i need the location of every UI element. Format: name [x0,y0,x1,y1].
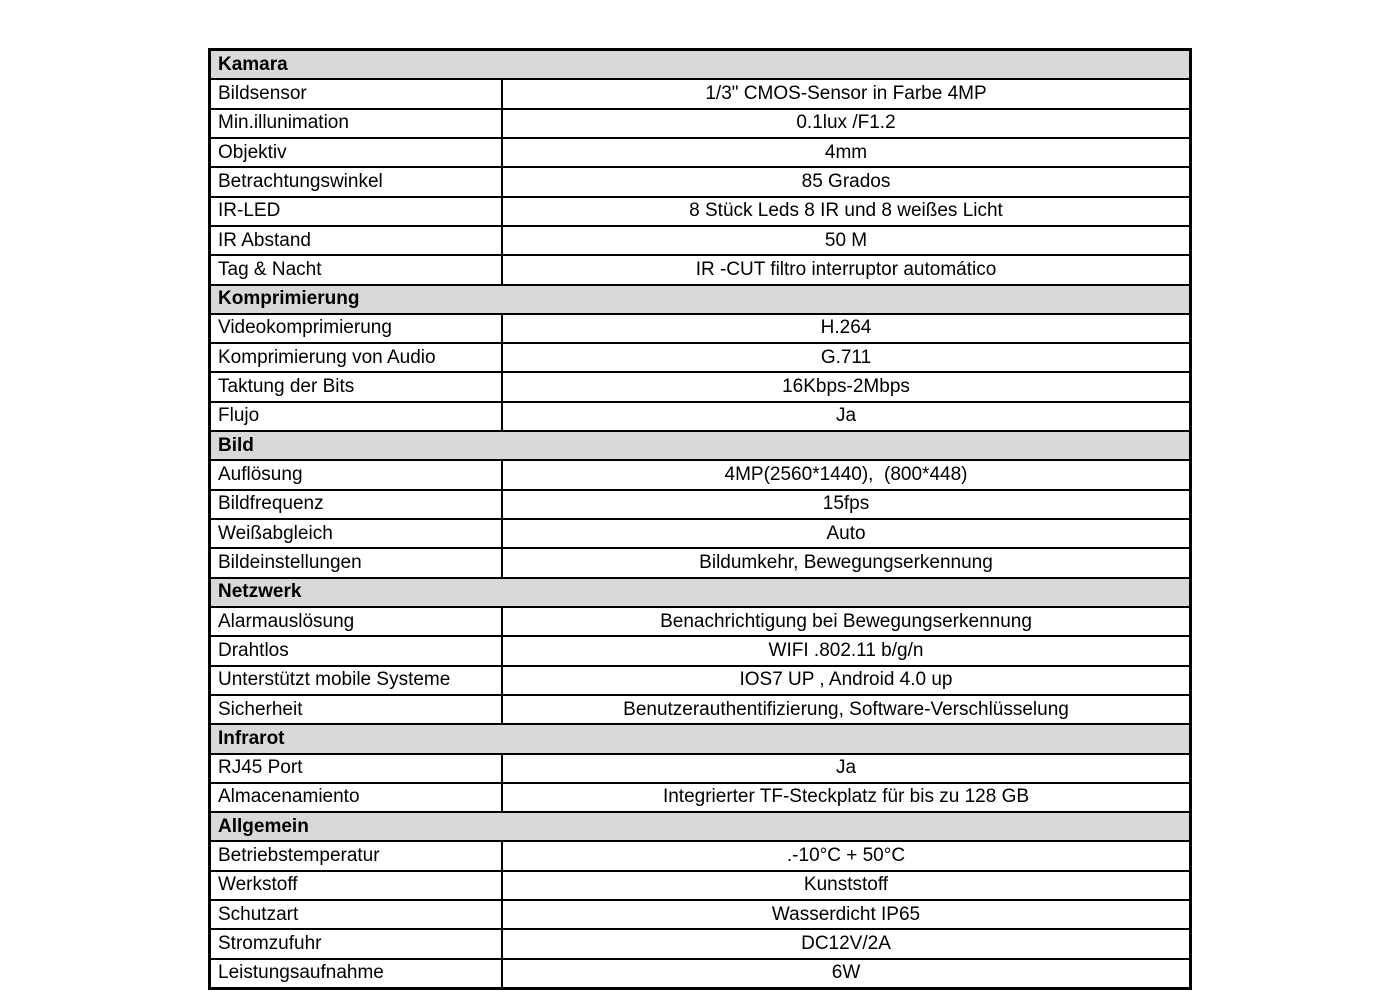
spec-value: DC12V/2A [501,930,1189,957]
row-sicherheit [211,696,1189,725]
spec-label: Betriebstemperatur [218,845,380,867]
row-bildeinstellungen [211,549,1189,578]
spec-label: Unterstützt mobile Systeme [218,669,451,691]
section-header-infrarot [211,725,1189,754]
row-ir-led [211,198,1189,227]
spec-label: Taktung der Bits [218,376,355,398]
spec-label: Stromzufuhr [218,933,322,955]
section-title: Netzwerk [218,581,302,603]
section-title: Infrarot [218,727,285,749]
spec-label: Werkstoff [218,874,298,896]
section-title: Allgemein [218,815,309,837]
spec-value: 50 M [501,227,1189,254]
row-werkstoff [211,872,1189,901]
row-ir-abstand [211,227,1189,256]
section-title: Bild [218,434,254,456]
spec-value: 8 Stück Leds 8 IR und 8 weißes Licht [501,198,1189,225]
spec-label: Videokomprimierung [218,317,392,339]
spec-value: 1/3" CMOS-Sensor in Farbe 4MP [501,80,1189,107]
section-header-kamara [211,51,1189,80]
spec-label: Objektiv [218,141,287,163]
spec-value: 15fps [501,491,1189,518]
spec-value: Kunststoff [501,872,1189,899]
spec-label: IR Abstand [218,229,311,251]
row-betrachtungswinkel [211,168,1189,197]
spec-label: Bildfrequenz [218,493,324,515]
row-leistungsaufnahme [211,960,1189,987]
spec-label: Weißabgleich [218,522,333,544]
spec-value: WIFI .802.11 b/g/n [501,637,1189,664]
spec-value: 4mm [501,139,1189,166]
spec-value: Auto [501,520,1189,547]
section-header-bild [211,432,1189,461]
section-header-netzwerk [211,579,1189,608]
spec-value: IOS7 UP , Android 4.0 up [501,667,1189,694]
spec-label: IR-LED [218,200,281,222]
spec-value: Ja [501,403,1189,430]
row-aufloesung [211,461,1189,490]
row-videokomprimierung [211,315,1189,344]
row-komprimierung-von-audio [211,344,1189,373]
spec-label: Leistungsaufnahme [218,962,384,984]
section-title: Kamara [218,53,288,75]
spec-value: Integrierter TF-Steckplatz für bis zu 128 GB [501,784,1189,811]
spec-value: 0.1lux /F1.2 [501,110,1189,137]
spec-label: Drahtlos [218,639,289,661]
row-schutzart [211,901,1189,930]
spec-label: Min.illunimation [218,112,349,134]
spec-label: Almacenamiento [218,786,360,808]
spec-label: Betrachtungswinkel [218,170,383,192]
spec-label: Sicherheit [218,698,303,720]
camera-spec-table [208,48,1192,990]
section-title: Komprimierung [218,288,360,310]
row-betriebstemperatur [211,842,1189,871]
spec-label: Schutzart [218,903,299,925]
spec-value: G.711 [501,344,1189,371]
spec-label: Auflösung [218,464,303,486]
spec-value: 85 Grados [501,168,1189,195]
spec-label: Flujo [218,405,260,427]
spec-value: Wasserdicht IP65 [501,901,1189,928]
spec-value: .-10°C + 50°C [501,842,1189,869]
row-stromzufuhr [211,930,1189,959]
row-drahtlos [211,637,1189,666]
spec-value: 16Kbps-2Mbps [501,373,1189,400]
row-min-illunimation [211,110,1189,139]
spec-label: Komprimierung von Audio [218,346,436,368]
spec-value: Benachrichtigung bei Bewegungserkennung [501,608,1189,635]
spec-value: 6W [501,960,1189,987]
spec-value: Bildumkehr, Bewegungserkennung [501,549,1189,576]
spec-label: Bildsensor [218,82,307,104]
row-alarmausloesung [211,608,1189,637]
spec-label: Tag & Nacht [218,258,322,280]
spec-value: IR -CUT filtro interruptor automático [501,256,1189,283]
spec-label: Alarmauslösung [218,610,355,632]
row-almacenamiento [211,784,1189,813]
spec-value: Ja [501,755,1189,782]
spec-label: Bildeinstellungen [218,551,362,573]
row-tag-nacht [211,256,1189,285]
row-bildsensor [211,80,1189,109]
row-unterstuetzt-mobile-systeme [211,667,1189,696]
row-rj45-port [211,755,1189,784]
spec-label: RJ45 Port [218,757,303,779]
section-header-allgemein [211,813,1189,842]
row-bildfrequenz [211,491,1189,520]
row-taktung-der-bits [211,373,1189,402]
spec-value: H.264 [501,315,1189,342]
row-objektiv [211,139,1189,168]
row-weissabgleich [211,520,1189,549]
spec-value: Benutzerauthentifizierung, Software-Verschlüsselung [501,696,1189,723]
row-flujo [211,403,1189,432]
section-header-komprimierung [211,286,1189,315]
spec-value: 4MP(2560*1440), (800*448) [501,461,1189,488]
